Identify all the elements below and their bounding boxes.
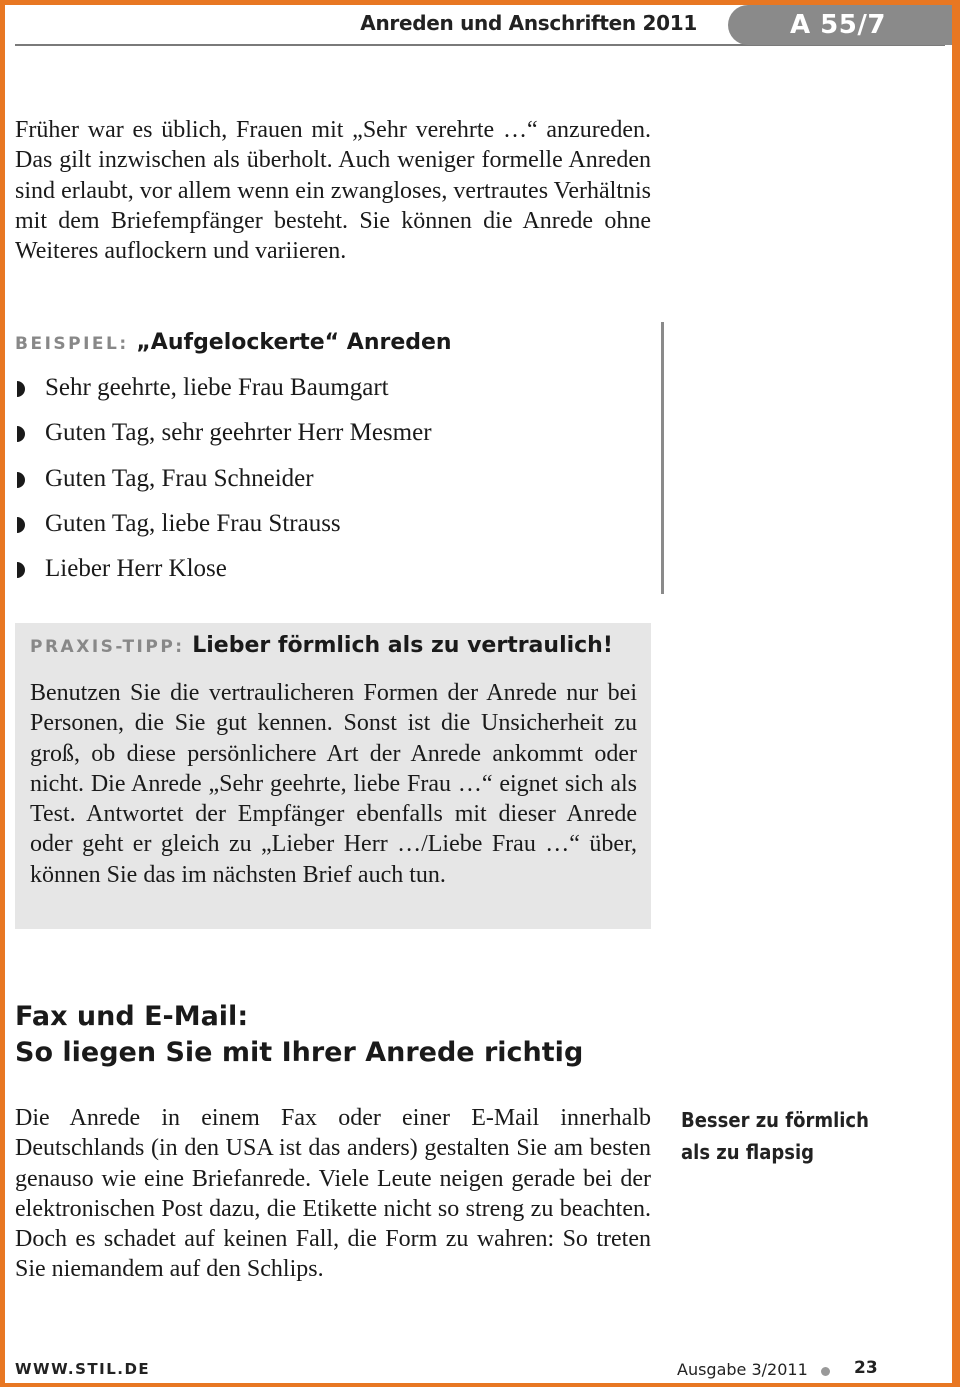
header-code-tab: [728, 5, 952, 45]
list-item: [15, 549, 432, 594]
example-title: „Aufgelockerte“ Anreden: [136, 330, 452, 355]
list-item: [15, 459, 432, 504]
document-page: [5, 5, 952, 1383]
example-heading: [15, 330, 452, 355]
bullet-icon: [17, 426, 25, 442]
footer-website: WWW.STIL.DE: [15, 1360, 151, 1378]
bullet-icon: [17, 381, 25, 397]
section-heading-line2: So liegen Sie mit Ihrer Anrede richtig: [15, 1037, 584, 1068]
tip-label: PRAXIS-TIPP:: [30, 637, 185, 657]
bullet-icon: [17, 517, 25, 533]
example-side-rule: [661, 322, 664, 594]
example-label: BEISPIEL:: [15, 334, 129, 354]
margin-note: [681, 1104, 869, 1168]
margin-note-line2: als zu flapsig: [681, 1140, 815, 1164]
header-title: Anreden und Anschriften 2011: [360, 11, 697, 35]
tip-heading: [30, 633, 613, 658]
section-paragraph: Die Anrede in einem Fax oder einer E-Mail innerhalb Deutschlands (in den USA ist das anders) gestalten Sie am besten genauso wie eine Briefanrede. Viele Leute neigen gerade bei der elektronischen Post dazu, die Etikette nicht so streng zu beachten. Doch es schadet auf keinen Fall, die Form zu wahren: So treten Sie niemandem auf den Schlips.: [15, 1105, 651, 1283]
list-item: [15, 413, 432, 458]
list-item-text: Lieber Herr Klose: [45, 555, 227, 583]
section-heading: [15, 999, 583, 1071]
list-item: [15, 368, 432, 413]
bullet-icon: [17, 472, 25, 488]
bullet-icon: [17, 562, 25, 578]
list-item: [15, 504, 432, 549]
footer-issue: Ausgabe 3/2011: [677, 1360, 808, 1379]
list-item-text: Guten Tag, Frau Schneider: [45, 464, 314, 492]
tip-text: Benutzen Sie die vertraulicheren Formen der Anrede nur bei Personen, die Sie gut kennen. Sonst ist die Unsicherheit zu groß, ob diese persönlichere Art der Anrede ankommt oder nicht. Die Anrede „Sehr geehrte, liebe Frau …“ eignet sich als Test. Antwortet der Empfänger ebenfalls mit dieser Anrede oder geht er gleich zu „Lieber Herr …/Liebe Frau …“ über, können Sie das im nächsten Brief auch tun.: [30, 680, 637, 888]
tip-title: Lieber förmlich als zu vertraulich!: [192, 633, 613, 658]
tip-box: [15, 623, 651, 929]
list-item-text: Sehr geehrte, liebe Frau Baumgart: [45, 374, 389, 401]
page-number: 23: [854, 1358, 878, 1378]
header-code: A 55/7: [790, 10, 886, 40]
section-heading-line1: Fax und E-Mail:: [15, 1001, 249, 1032]
list-item-text: Guten Tag, liebe Frau Strauss: [45, 509, 341, 537]
example-list: [15, 368, 432, 594]
margin-note-line1: Besser zu förmlich: [681, 1108, 869, 1132]
footer-dot-icon: [821, 1367, 830, 1376]
list-item-text: Guten Tag, sehr geehrter Herr Mesmer: [45, 419, 432, 447]
intro-paragraph: Früher war es üblich, Frauen mit „Sehr verehrte …“ anzureden. Das gilt inzwischen als überholt. Auch weniger formelle Anreden sind erlaubt, vor allem wenn ein zwangloses, vertrautes Verhältnis mit dem Briefempfänger besteht. Sie können die Anrede ohne Weiteres auflockern und variieren.: [15, 117, 651, 265]
